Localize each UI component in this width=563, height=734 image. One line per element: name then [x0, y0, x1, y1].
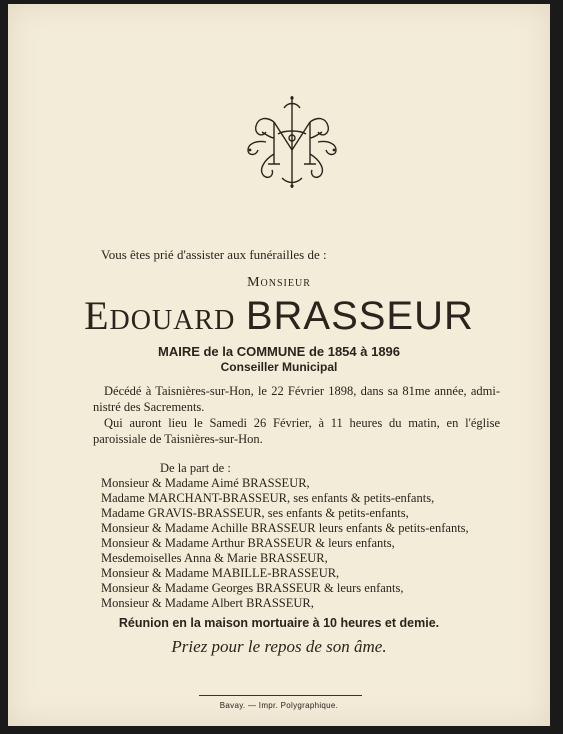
- family-line: Monsieur & Madame Arthur BRASSEUR & leurs enfants,: [101, 536, 395, 550]
- ornamental-monogram-icon: [244, 94, 340, 190]
- family-line: Monsieur & Madame Georges BRASSEUR & leurs enfants,: [101, 581, 404, 595]
- death-paragraph-line-1: Décédé à Taisnières-sur-Hon, le 22 Février 1898, dans sa 81me année, admi-: [104, 384, 500, 398]
- family-line: Madame GRAVIS-BRASSEUR, ses enfants & petits-enfants,: [101, 506, 409, 520]
- funeral-notice-sheet: [8, 4, 550, 726]
- invitation-line: Vous êtes prié d'assister aux funérailles de :: [101, 247, 327, 262]
- on-behalf-of-heading: De la part de :: [160, 461, 231, 475]
- family-line: Monsieur & Madame MABILLE-BRASSEUR,: [101, 566, 340, 580]
- funeral-paragraph-line-2: paroissiale de Taisnières-sur-Hon.: [93, 432, 263, 446]
- family-line: Madame MARCHANT-BRASSEUR, ses enfants & petits-enfants,: [101, 491, 435, 505]
- family-line: Monsieur & Madame Aimé BRASSEUR,: [101, 476, 310, 490]
- family-line: Monsieur & Madame Achille BRASSEUR leurs enfants & petits-enfants,: [101, 521, 469, 535]
- last-name: BRASSEUR: [245, 294, 474, 338]
- first-name: Edouard: [84, 293, 236, 338]
- role-mayor: MAIRE de la COMMUNE de 1854 à 1896: [157, 344, 401, 359]
- honorific-title: Monsieur: [247, 275, 311, 290]
- printer-credit: Bavay. — Impr. Polygraphique.: [219, 701, 339, 710]
- deceased-name: [8, 292, 550, 339]
- death-paragraph-line-2: nistré des Sacrements.: [93, 400, 205, 414]
- family-line: Monsieur & Madame Albert BRASSEUR,: [101, 596, 314, 610]
- role-councillor: Conseiller Municipal: [220, 360, 338, 374]
- funeral-paragraph-line-1: Qui auront lieu le Samedi 26 Février, à 11 heures du matin, en l'église: [104, 416, 500, 430]
- footer-divider: [199, 695, 362, 696]
- family-line: Mesdemoiselles Anna & Marie BRASSEUR,: [101, 551, 328, 565]
- reception-notice: Réunion en la maison mortuaire à 10 heures et demie.: [118, 616, 440, 630]
- prayer-line: Priez pour le repos de son âme.: [171, 637, 387, 656]
